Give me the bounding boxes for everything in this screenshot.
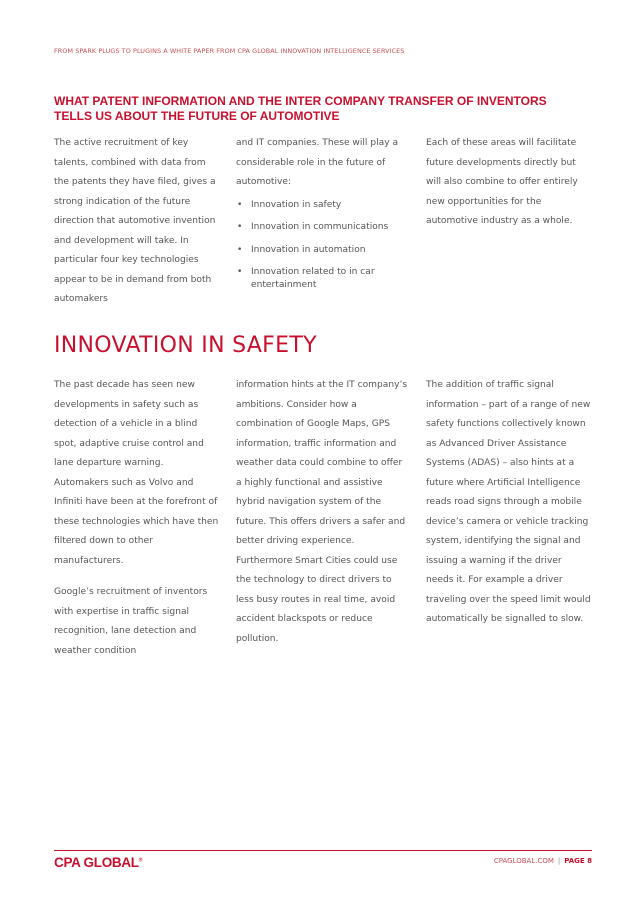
list-item-text: Innovation in safety <box>251 199 342 210</box>
list-item-text: Innovation in automation <box>251 244 366 255</box>
registered-mark: ® <box>138 857 143 864</box>
intro-columns <box>54 134 592 310</box>
safety-paragraph-1: The past decade has seen new developments in safety such as detection of a vehicle in a blind spot, adaptive cruise control and lane departure warning. Automakers such as Volvo and Infiniti have been at the forefront of these technologies which have then filtered down to other manufacturers. <box>54 380 219 566</box>
intro-paragraph-3: Each of these areas will facilitate future developments directly but will also combine to offer entirely new opportunities for the automotive industry as a whole. <box>426 138 578 226</box>
section-title <box>54 94 574 124</box>
safety-column-3 <box>426 376 592 661</box>
logo-text: CPA GLOBAL <box>54 855 139 870</box>
bullet-icon: • <box>237 222 243 232</box>
list-item <box>236 221 410 234</box>
footer-divider <box>54 850 592 851</box>
intro-column-1 <box>54 134 220 310</box>
bullet-icon: • <box>237 267 243 277</box>
safety-paragraph-3: information hints at the IT company’s ambitions. Consider how a combination of Google Maps, GPS information, traffic information and weather data could combine to offer a highly functional and assistive hybrid navigation system of the future. This offers drivers a safer and better driving experience. Furthermore Smart Cities could use the technology to direct drivers to less busy routes in real time, avoid accident blackspots or reduce pollution. <box>236 380 408 644</box>
section-title-line-2: TELLS US ABOUT THE FUTURE OF AUTOMOTIVE <box>54 109 340 123</box>
bullet-icon: • <box>237 199 243 210</box>
footer-site-link: CPAGLOBAL.COM <box>493 857 554 865</box>
safety-paragraph-2: Google’s recruitment of inventors with expertise in traffic signal recognition, lane detection and weather condition <box>54 587 208 656</box>
cpa-global-logo <box>54 855 142 870</box>
section-title-line-1: WHAT PATENT INFORMATION AND THE INTER COMPANY TRANSFER OF INVENTORS <box>54 94 547 108</box>
intro-column-2 <box>236 134 410 310</box>
section-heading-safety: INNOVATION IN SAFETY <box>54 333 317 358</box>
list-item-text: Innovation in communications <box>251 222 389 232</box>
list-item <box>236 199 410 212</box>
list-item <box>236 244 410 257</box>
footer-info <box>494 857 592 865</box>
intro-paragraph-1: The active recruitment of key talents, combined with data from the patents they have filed, gives a strong indication of the future direction that automotive invention and development will take. In particular four key technologies appear to be in demand from both automakers <box>54 138 216 304</box>
intro-column-3 <box>426 134 592 310</box>
safety-columns <box>54 376 592 661</box>
safety-column-1 <box>54 376 220 661</box>
bullet-icon: • <box>237 244 243 255</box>
safety-paragraph-4: The addition of traffic signal information – part of a range of new safety functions collectively known as Advanced Driver Assistance Systems (ADAS) – also hints at a future where Artificial Intelligence reads road signs through a mobile device’s camera or vehicle tracking system, identifying the signal and issuing a warning if the driver needs it. For example a driver traveling over the speed limit would automatically be signalled to slow. <box>426 380 591 624</box>
intro-paragraph-2: and IT companies. These will play a considerable role in the future of automotive: <box>236 138 399 187</box>
technology-list <box>236 199 410 292</box>
running-header: FROM SPARK PLUGS TO PLUGINS A WHITE PAPER FROM CPA GLOBAL INNOVATION INTELLIGENCE SERVICES <box>54 47 405 55</box>
list-item <box>236 266 410 291</box>
page-number: PAGE 8 <box>564 857 592 865</box>
footer-separator: | <box>557 857 561 865</box>
list-item-text: Innovation related to in car entertainment <box>251 267 375 290</box>
safety-column-2 <box>236 376 410 661</box>
